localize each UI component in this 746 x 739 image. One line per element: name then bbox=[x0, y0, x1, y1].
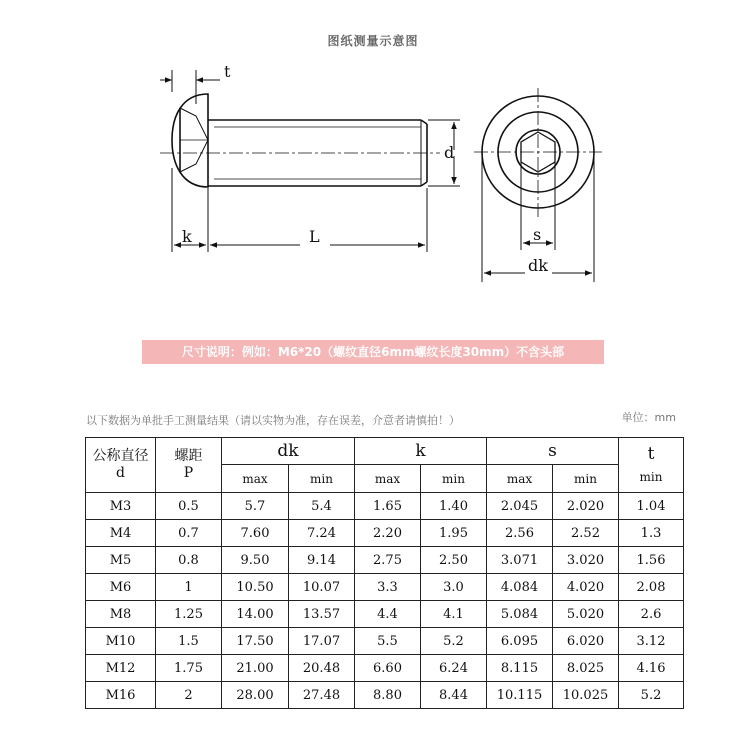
dimension-k-L bbox=[172, 168, 427, 252]
header-nominal-diameter bbox=[86, 438, 156, 493]
table-cell: 0.5 bbox=[156, 493, 222, 520]
table-cell: M6 bbox=[86, 574, 156, 601]
table-cell: 2.6 bbox=[619, 601, 684, 628]
table-cell: 14.00 bbox=[222, 601, 289, 628]
header-t-line1: t bbox=[647, 443, 655, 464]
table-cell: 10.025 bbox=[553, 682, 619, 709]
table-cell: 7.24 bbox=[289, 520, 355, 547]
unit-label: 单位：mm bbox=[621, 411, 676, 424]
table-cell: 7.60 bbox=[222, 520, 289, 547]
subheader-dk-max: max bbox=[222, 465, 289, 493]
table-cell: 10.07 bbox=[289, 574, 355, 601]
label-d: d bbox=[444, 143, 455, 162]
table-cell: 1.5 bbox=[156, 628, 222, 655]
table-cell: 4.020 bbox=[553, 574, 619, 601]
size-explanation-banner: 尺寸说明：例如：M6*20（螺纹直径6mm螺纹长度30mm）不含头部 bbox=[142, 340, 604, 364]
header-pitch-line2: P bbox=[183, 465, 194, 481]
table-cell: 20.48 bbox=[289, 655, 355, 682]
table-cell: 5.084 bbox=[487, 601, 553, 628]
table-cell: 8.80 bbox=[355, 682, 421, 709]
table-cell: 5.5 bbox=[355, 628, 421, 655]
table-cell: 8.44 bbox=[421, 682, 487, 709]
table-cell: 3.071 bbox=[487, 547, 553, 574]
table-cell: 3.020 bbox=[553, 547, 619, 574]
table-row bbox=[86, 574, 684, 601]
header-nominal-line1: 公称直径 bbox=[92, 448, 149, 464]
table-row bbox=[86, 682, 684, 709]
measurement-note: 以下数据为单批手工测量结果（请以实物为准，存在误差，介意者请慎拍！） bbox=[86, 414, 460, 427]
page-title: 图纸测量示意图 bbox=[327, 34, 419, 48]
table-cell: 1.25 bbox=[156, 601, 222, 628]
table-cell: 8.115 bbox=[487, 655, 553, 682]
label-k: k bbox=[182, 227, 192, 246]
table-cell: 4.4 bbox=[355, 601, 421, 628]
table-cell: M16 bbox=[86, 682, 156, 709]
table-cell: 8.025 bbox=[553, 655, 619, 682]
table-cell: 5.2 bbox=[619, 682, 684, 709]
table-cell: 6.60 bbox=[355, 655, 421, 682]
table-cell: 10.115 bbox=[487, 682, 553, 709]
label-dk: dk bbox=[528, 256, 548, 275]
header-s: s bbox=[487, 438, 619, 465]
subheader-s-max: max bbox=[487, 465, 553, 493]
table-cell: 4.084 bbox=[487, 574, 553, 601]
spec-table bbox=[85, 437, 684, 709]
table-cell: 13.57 bbox=[289, 601, 355, 628]
table-cell: 1 bbox=[156, 574, 222, 601]
table-cell: 6.24 bbox=[421, 655, 487, 682]
table-cell: 5.2 bbox=[421, 628, 487, 655]
table-row bbox=[86, 601, 684, 628]
subheader-s-min: min bbox=[553, 465, 619, 493]
table-cell: 2 bbox=[156, 682, 222, 709]
table-cell: 3.3 bbox=[355, 574, 421, 601]
screw-head-side bbox=[172, 94, 208, 187]
table-cell: 1.3 bbox=[619, 520, 684, 547]
table-cell: 1.75 bbox=[156, 655, 222, 682]
table-cell: 2.020 bbox=[553, 493, 619, 520]
table-row bbox=[86, 628, 684, 655]
table-cell: 4.16 bbox=[619, 655, 684, 682]
table-cell: M3 bbox=[86, 493, 156, 520]
header-dk: dk bbox=[222, 438, 355, 465]
header-k: k bbox=[355, 438, 487, 465]
table-cell: 5.020 bbox=[553, 601, 619, 628]
table-cell: 3.0 bbox=[421, 574, 487, 601]
table-cell: 17.50 bbox=[222, 628, 289, 655]
table-cell: 1.56 bbox=[619, 547, 684, 574]
table-cell: 2.20 bbox=[355, 520, 421, 547]
header-t bbox=[619, 438, 684, 493]
table-cell: 1.04 bbox=[619, 493, 684, 520]
table-cell: 9.14 bbox=[289, 547, 355, 574]
table-row bbox=[86, 493, 684, 520]
table-cell: 0.7 bbox=[156, 520, 222, 547]
header-pitch bbox=[156, 438, 222, 493]
screw-head-end bbox=[474, 88, 602, 218]
header-pitch-line1: 螺距 bbox=[174, 448, 203, 464]
table-cell: M5 bbox=[86, 547, 156, 574]
table-cell: 2.52 bbox=[553, 520, 619, 547]
table-cell: 9.50 bbox=[222, 547, 289, 574]
table-row bbox=[86, 520, 684, 547]
table-cell: 1.65 bbox=[355, 493, 421, 520]
table-cell: 3.12 bbox=[619, 628, 684, 655]
table-cell: M4 bbox=[86, 520, 156, 547]
subheader-k-min: min bbox=[421, 465, 487, 493]
table-cell: 0.8 bbox=[156, 547, 222, 574]
screw-drawing bbox=[0, 0, 746, 300]
table-cell: 2.75 bbox=[355, 547, 421, 574]
table-cell: 6.095 bbox=[487, 628, 553, 655]
table-cell: M8 bbox=[86, 601, 156, 628]
label-s: s bbox=[533, 225, 542, 244]
table-cell: 5.7 bbox=[222, 493, 289, 520]
table-cell: 27.48 bbox=[289, 682, 355, 709]
table-cell: 28.00 bbox=[222, 682, 289, 709]
label-L: L bbox=[309, 227, 320, 246]
table-cell: M10 bbox=[86, 628, 156, 655]
table-cell: 17.07 bbox=[289, 628, 355, 655]
table-cell: 2.50 bbox=[421, 547, 487, 574]
table-cell: 5.4 bbox=[289, 493, 355, 520]
table-row bbox=[86, 547, 684, 574]
table-cell: 2.045 bbox=[487, 493, 553, 520]
table-cell: 2.56 bbox=[487, 520, 553, 547]
table-row bbox=[86, 655, 684, 682]
table-cell: M12 bbox=[86, 655, 156, 682]
table-cell: 1.95 bbox=[421, 520, 487, 547]
table-cell: 21.00 bbox=[222, 655, 289, 682]
subheader-dk-min: min bbox=[289, 465, 355, 493]
header-t-line2: min bbox=[639, 469, 663, 484]
label-t: t bbox=[224, 62, 231, 81]
table-cell: 4.1 bbox=[421, 601, 487, 628]
table-cell: 6.020 bbox=[553, 628, 619, 655]
subheader-k-max: max bbox=[355, 465, 421, 493]
table-cell: 2.08 bbox=[619, 574, 684, 601]
table-cell: 10.50 bbox=[222, 574, 289, 601]
table-cell: 1.40 bbox=[421, 493, 487, 520]
header-nominal-line2: d bbox=[116, 465, 125, 481]
